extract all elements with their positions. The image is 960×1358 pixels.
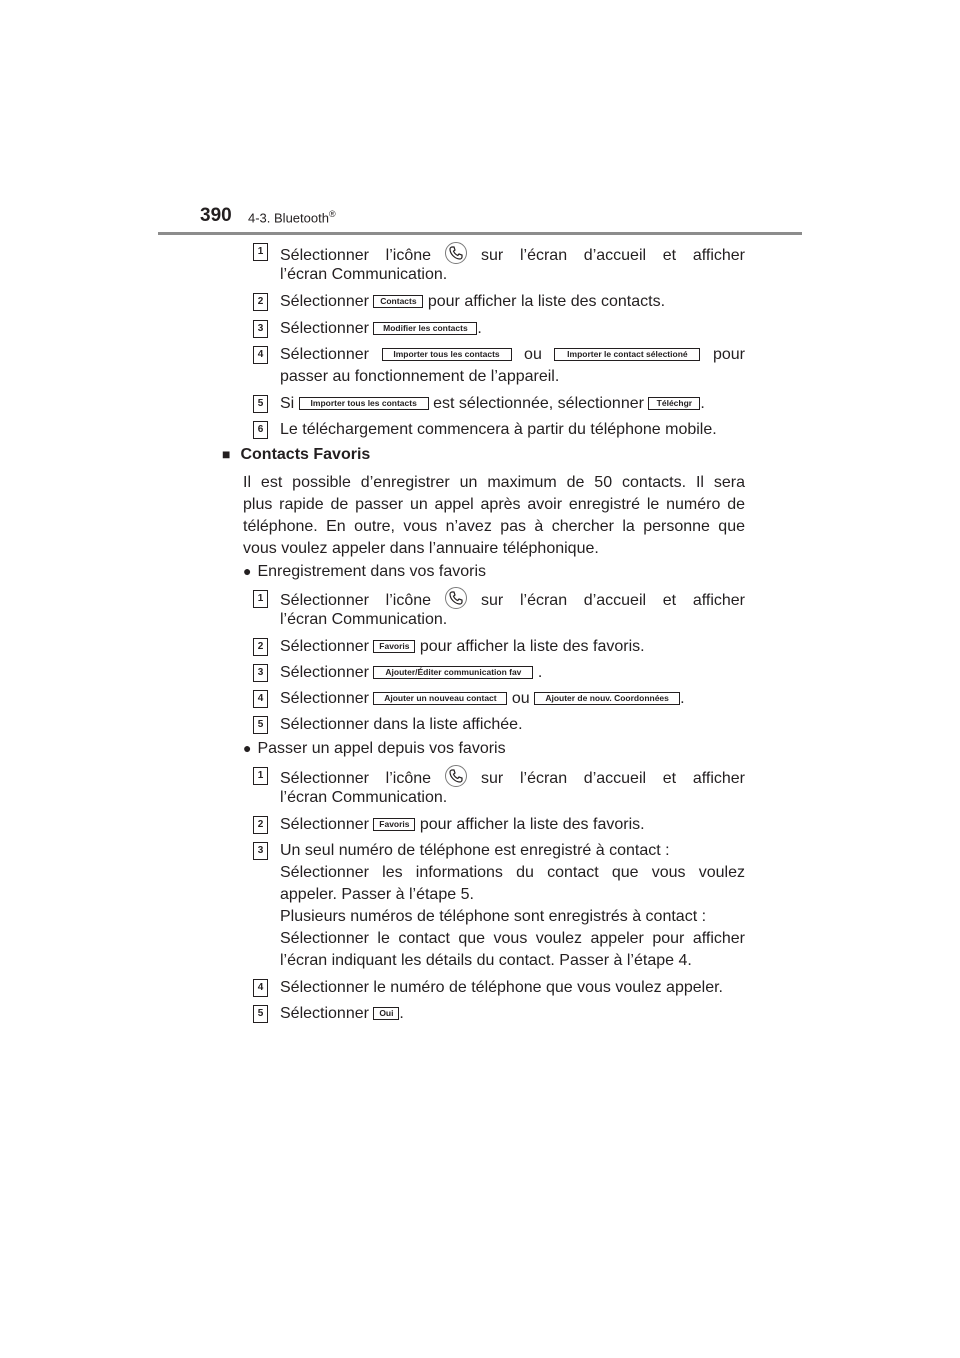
step-text: Un seul numéro de téléphone est enregistré à contact :	[280, 842, 670, 859]
add-new-details-button[interactable]: Ajouter de nouv. Coordonnées	[534, 692, 680, 705]
step-text: Sélectionner Importer tous les contacts ou Importer le contact sélectioné pour	[280, 346, 745, 363]
step-text: Si Importer tous les contacts est sélectionnée, sélectionner Téléchgr .	[280, 395, 705, 412]
modify-contacts-button[interactable]: Modifier les contacts	[373, 322, 477, 335]
step-number: 3	[253, 842, 268, 860]
step-text: Sélectionner l’icône sur l’écran d’accueil et afficher	[280, 765, 745, 789]
step-number: 1	[253, 243, 268, 261]
step-text: l’écran Communication.	[280, 611, 448, 628]
step-text: Sélectionner Ajouter un nouveau contact ou Ajouter de nouv. Coordonnées .	[280, 690, 685, 707]
step-text: Sélectionner Ajouter/Éditer communication fav .	[280, 664, 543, 681]
favorites-button[interactable]: Favoris	[373, 818, 415, 831]
step-text: passer au fonctionnement de l’appareil.	[280, 368, 560, 385]
step-text: Sélectionner Contacts pour afficher la liste des contacts.	[280, 293, 666, 310]
step-number: 1	[253, 767, 268, 785]
step-text: Sélectionner Oui .	[280, 1005, 404, 1022]
bullet-dot-icon: ●	[243, 563, 252, 579]
step-number: 3	[253, 320, 268, 338]
step-text: Sélectionner Modifier les contacts .	[280, 320, 482, 337]
add-new-contact-button[interactable]: Ajouter un nouveau contact	[373, 692, 507, 705]
yes-button[interactable]: Oui	[373, 1007, 399, 1020]
step-number: 1	[253, 590, 268, 608]
step-number: 6	[253, 421, 268, 439]
phone-icon	[445, 765, 467, 787]
paragraph-line: plus rapide de passer un appel après avoir enregistré le numéro de	[243, 496, 745, 513]
step-text: Sélectionner Favoris pour afficher la liste des favoris.	[280, 638, 645, 655]
step-number: 4	[253, 690, 268, 708]
import-selected-contact-button[interactable]: Importer le contact sélectioné	[554, 348, 700, 361]
step-number: 2	[253, 293, 268, 311]
phone-icon	[445, 242, 467, 264]
favorites-button[interactable]: Favoris	[373, 640, 415, 653]
page-number: 390	[200, 205, 232, 226]
step-text: l’écran Communication.	[280, 266, 448, 283]
contacts-button[interactable]: Contacts	[373, 295, 423, 308]
step-number: 3	[253, 664, 268, 682]
paragraph-line: téléphone. En outre, vous n’avez pas à chercher la personne que	[243, 518, 745, 535]
add-edit-favorite-button[interactable]: Ajouter/Éditer communication fav	[373, 666, 533, 679]
step-text: Sélectionner le numéro de téléphone que vous voulez appeler.	[280, 979, 723, 996]
bullet-dot-icon: ●	[243, 740, 252, 756]
step-number: 5	[253, 716, 268, 734]
paragraph-line: Il est possible d’enregistrer un maximum de 50 contacts. Il sera	[243, 474, 745, 491]
section-heading: ■ Contacts Favoris	[222, 446, 371, 463]
step-text: appeler. Passer à l’étape 5.	[280, 886, 474, 903]
paragraph-line: vous voulez appeler dans l’annuaire téléphonique.	[243, 540, 599, 557]
import-all-contacts-button[interactable]: Importer tous les contacts	[299, 397, 429, 410]
download-button[interactable]: Téléchgr	[648, 397, 700, 410]
import-all-contacts-button[interactable]: Importer tous les contacts	[382, 348, 512, 361]
step-text: Sélectionner le contact que vous voulez appeler pour afficher	[280, 930, 745, 947]
step-number: 5	[253, 395, 268, 413]
header-rule	[158, 232, 802, 235]
step-text: Sélectionner Favoris pour afficher la liste des favoris.	[280, 816, 645, 833]
bullet-heading: ● Passer un appel depuis vos favoris	[243, 740, 506, 757]
step-text: l’écran Communication.	[280, 789, 448, 806]
step-number: 4	[253, 979, 268, 997]
step-number: 4	[253, 346, 268, 364]
section-title: 4-3. Bluetooth®	[248, 209, 336, 226]
step-text: Sélectionner l’icône sur l’écran d’accueil et afficher	[280, 242, 745, 266]
step-number: 2	[253, 638, 268, 656]
step-number: 2	[253, 816, 268, 834]
step-text: Sélectionner les informations du contact que vous voulez	[280, 864, 745, 881]
phone-icon	[445, 587, 467, 609]
bullet-heading: ● Enregistrement dans vos favoris	[243, 563, 487, 580]
step-text: Le téléchargement commencera à partir du téléphone mobile.	[280, 421, 717, 438]
step-number: 5	[253, 1005, 268, 1023]
step-text: Sélectionner dans la liste affichée.	[280, 716, 523, 733]
step-text: l’écran indiquant les détails du contact. Passer à l’étape 4.	[280, 952, 692, 969]
step-text: Sélectionner l’icône sur l’écran d’accueil et afficher	[280, 587, 745, 611]
step-text: Plusieurs numéros de téléphone sont enregistrés à contact :	[280, 908, 707, 925]
square-bullet-icon: ■	[222, 446, 231, 462]
